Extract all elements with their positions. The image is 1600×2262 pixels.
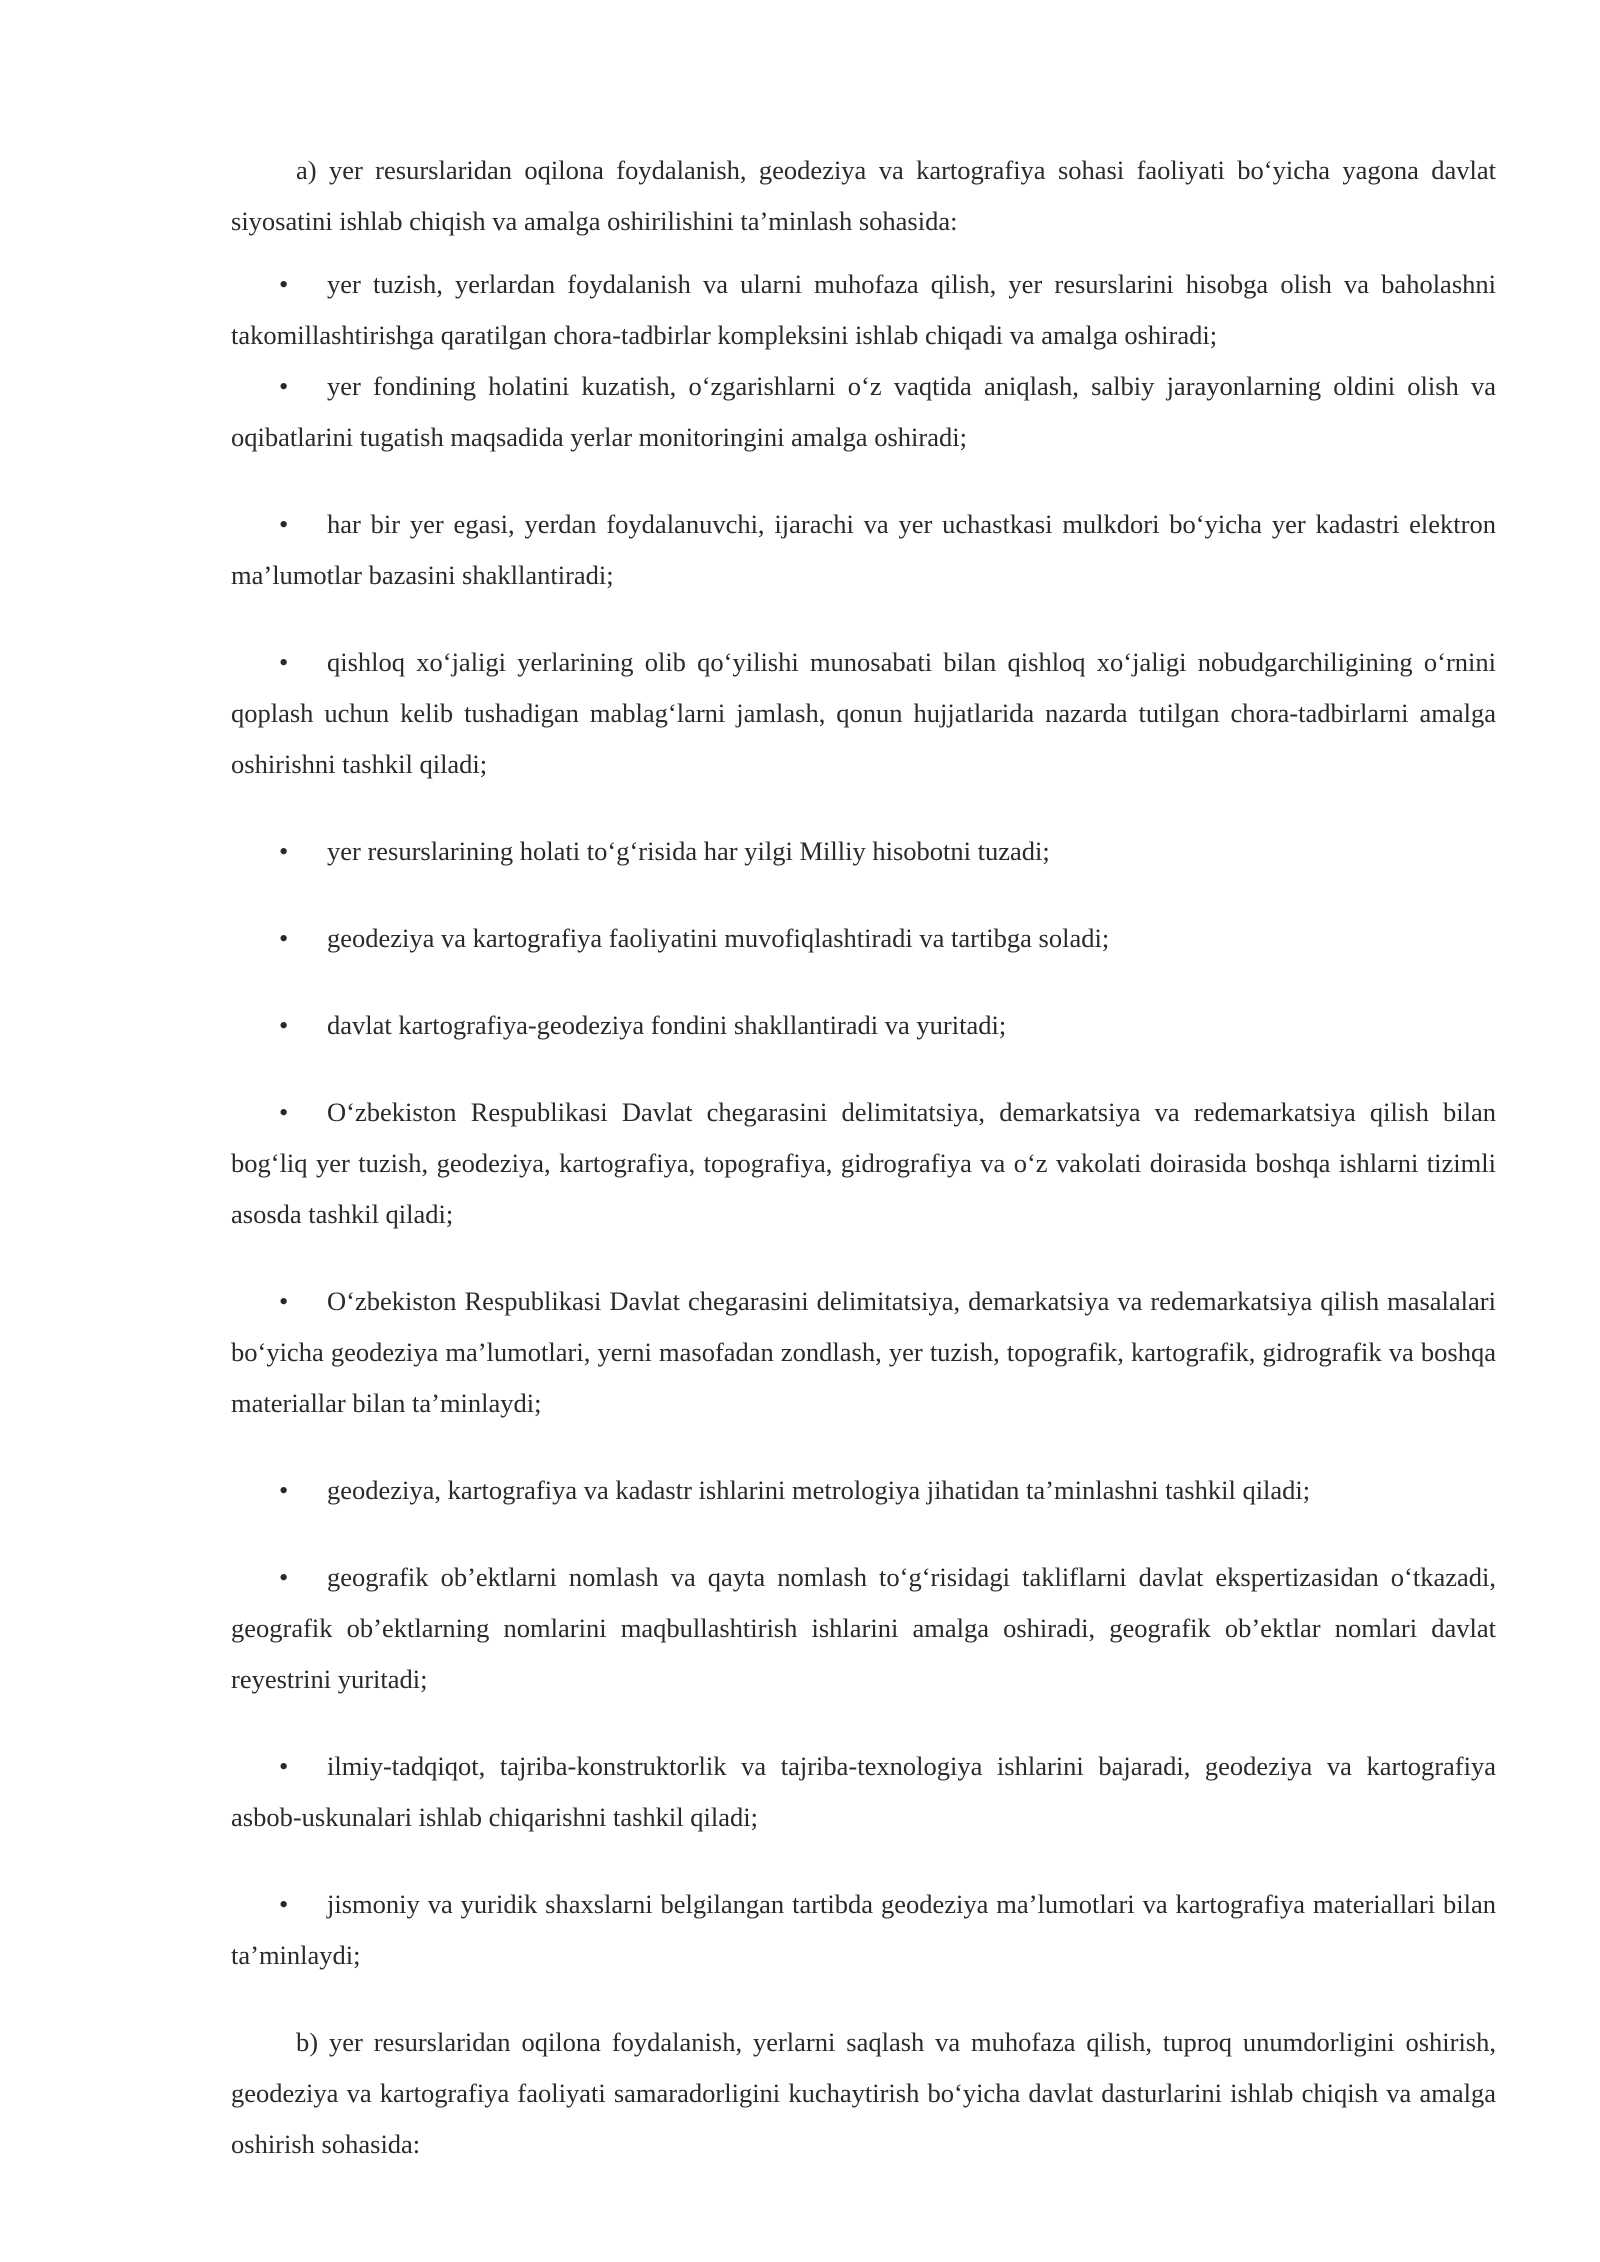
bullet-icon: • <box>279 923 289 953</box>
bullet-icon: • <box>279 269 289 299</box>
list-item <box>231 913 1496 964</box>
list-item-text: jismoniy va yuridik shaxslarni belgilangan tartibda geodeziya ma’lumotlari va kartografiya materiallari bilan ta’minlaydi; <box>231 1889 1496 1970</box>
list-item-text: davlat kartografiya-geodeziya fondini shakllantiradi va yuritadi; <box>327 1010 1007 1040</box>
list-item-text: yer fondining holatini kuzatish, o‘zgarishlarni o‘z vaqtida aniqlash, salbiy jarayonlarning oldini olish va oqibatlarini tugatish maqsadida yerlar monitoringini amalga oshiradi; <box>231 371 1496 452</box>
list-item <box>231 1000 1496 1051</box>
list-item-text: geodeziya, kartografiya va kadastr ishlarini metrologiya jihatidan ta’minlashni tashkil qiladi; <box>327 1475 1311 1505</box>
list-item-text: geografik ob’ektlarni nomlash va qayta nomlash to‘g‘risidagi takliflarni davlat ekspertizasidan o‘tkazadi, geografik ob’ektlarning nomlarini maqbullashtirish ishlarini amalga oshiradi, geografik ob’ektlar nomlari davlat reyestrini yuritadi; <box>231 1562 1496 1694</box>
document-body <box>231 145 1496 2170</box>
list-item <box>231 499 1496 601</box>
list-item-text: yer tuzish, yerlardan foydalanish va ularni muhofaza qilish, yer resurslarini hisobga olish va baholashni takomillashtirishga qaratilgan chora-tadbirlar kompleksini ishlab chiqadi va amalga oshiradi; <box>231 269 1496 350</box>
list-item <box>231 1087 1496 1240</box>
list-item <box>231 1552 1496 1705</box>
list-item <box>231 637 1496 790</box>
list-item-text: ilmiy-tadqiqot, tajriba-konstruktorlik va tajriba-texnologiya ishlarini bajaradi, geodeziya va kartografiya asbob-uskunalari ishlab chiqarishni tashkil qiladi; <box>231 1751 1496 1832</box>
list-item <box>231 826 1496 877</box>
list-item <box>231 361 1496 463</box>
bullet-icon: • <box>279 836 289 866</box>
bullet-icon: • <box>279 1010 289 1040</box>
bullet-icon: • <box>279 1889 289 1919</box>
bullet-icon: • <box>279 647 289 677</box>
list-item-text: O‘zbekiston Respublikasi Davlat chegarasini delimitatsiya, demarkatsiya va redemarkatsiya qilish masalalari bo‘yicha geodeziya ma’lumotlari, yerni masofadan zondlash, yer tuzish, topografik, kartografik, gidrografik va boshqa materiallar bilan ta’minlaydi; <box>231 1286 1496 1418</box>
bullet-icon: • <box>279 1751 289 1781</box>
section-a-intro: a) yer resurslaridan oqilona foydalanish, geodeziya va kartografiya sohasi faoliyati bo‘yicha yagona davlat siyosatini ishlab chiqish va amalga oshirilishini ta’minlash sohasida: <box>231 155 1496 236</box>
bullet-icon: • <box>279 1475 289 1505</box>
list-item <box>231 1741 1496 1843</box>
list-item-text: yer resurslarining holati to‘g‘risida har yilgi Milliy hisobotni tuzadi; <box>327 836 1050 866</box>
list-item <box>231 1276 1496 1429</box>
list-item-text: qishloq xo‘jaligi yerlarining olib qo‘yilishi munosabati bilan qishloq xo‘jaligi nobudgarchiligining o‘rnini qoplash uchun kelib tushadigan mablag‘larni jamlash, qonun hujjatlarida nazarda tutilgan chora-tadbirlarni amalga oshirishni tashkil qiladi; <box>231 647 1496 779</box>
bullet-icon: • <box>279 1562 289 1592</box>
list-item-text: O‘zbekiston Respublikasi Davlat chegarasini delimitatsiya, demarkatsiya va redemarkatsiya qilish bilan bog‘liq yer tuzish, geodeziya, kartografiya, topografiya, gidrografiya va o‘z vakolati doirasida boshqa ishlarni tizimli asosda tashkil qiladi; <box>231 1097 1496 1229</box>
bullet-icon: • <box>279 1097 289 1127</box>
bullet-icon: • <box>279 1286 289 1316</box>
bullet-icon: • <box>279 371 289 401</box>
bullet-icon: • <box>279 509 289 539</box>
list-item <box>231 1465 1496 1516</box>
list-item-text: har bir yer egasi, yerdan foydalanuvchi, ijarachi va yer uchastkasi mulkdori bo‘yicha yer kadastri elektron ma’lumotlar bazasini shakllantiradi; <box>231 509 1496 590</box>
list-item-text: geodeziya va kartografiya faoliyatini muvofiqlashtiradi va tartibga soladi; <box>327 923 1110 953</box>
list-item <box>231 259 1496 361</box>
section-b-intro: b) yer resurslaridan oqilona foydalanish, yerlarni saqlash va muhofaza qilish, tuproq unumdorligini oshirish, geodeziya va kartografiya faoliyati samaradorligini kuchaytirish bo‘yicha davlat dasturlarini ishlab chiqish va amalga oshirish sohasida: <box>231 2027 1496 2159</box>
list-item <box>231 1879 1496 1981</box>
